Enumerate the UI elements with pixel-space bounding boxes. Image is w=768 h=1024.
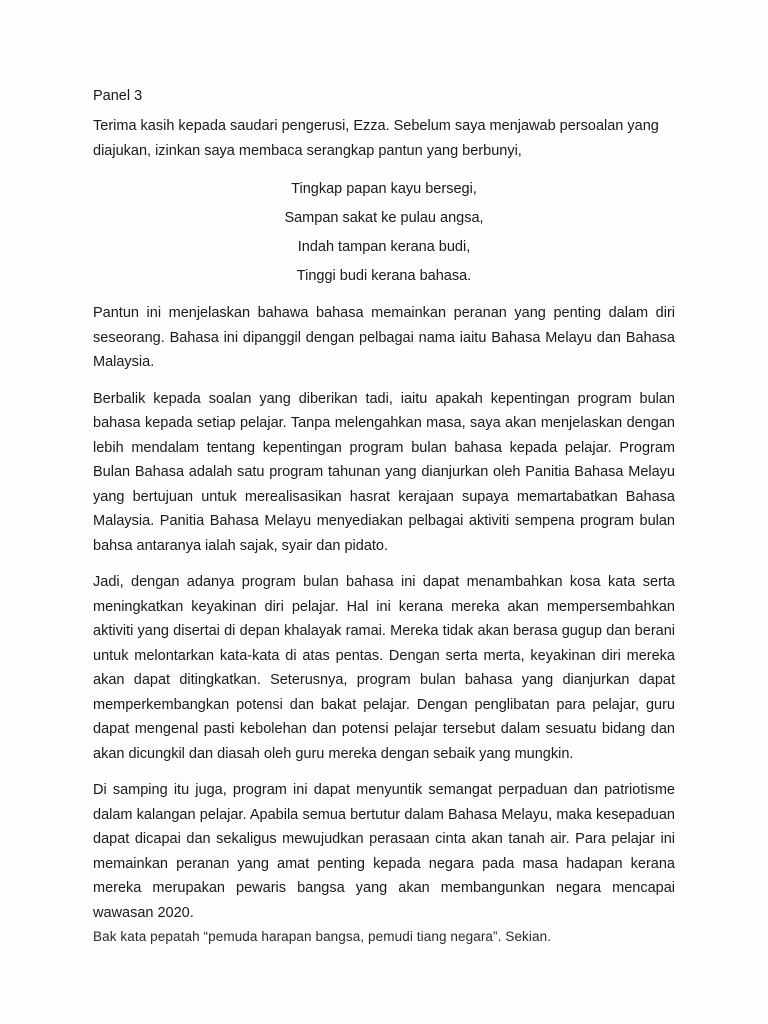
pantun-verse <box>93 175 675 291</box>
body-paragraph: Pantun ini menjelaskan bahawa bahasa memainkan peranan yang penting dalam diri seseorang. Bahasa ini dipanggil dengan pelbagai nama iaitu Bahasa Melayu dan Bahasa Malaysia. <box>93 305 675 370</box>
pantun-line: Indah tampan kerana budi, <box>297 239 471 255</box>
body-paragraph: Di samping itu juga, program ini dapat menyuntik semangat perpaduan dan patriotisme dalam kalangan pelajar. Apabila semua bertutur dalam Bahasa Melayu, maka kesepaduan dapat dicapai dan sekaligus mewujudkan perasaan cinta akan tanah air. Para pelajar ini memainkan peranan yang amat penting kepada negara pada masa hadapan kerana mereka merupakan pewaris bangsa yang akan membangunkan negara mencapai wawasan 2020. <box>93 782 675 921</box>
pantun-line: Tinggi budi kerana bahasa. <box>296 268 472 284</box>
document-heading: Panel 3 <box>93 88 143 104</box>
body-paragraph: Jadi, dengan adanya program bulan bahasa ini dapat menambahkan kosa kata serta meningkatkan keyakinan diri pelajar. Hal ini kerana mereka akan mempersembahkan aktiviti yang disertai di depan khalayak ramai. Mereka tidak akan berasa gugup dan berani untuk melontarkan kata-kata di atas pentas. Dengan serta merta, keyakinan diri mereka akan dapat ditingkatkan. Seterusnya, program bulan bahasa yang dianjurkan dapat memperkembangkan potensi dan bakat pelajar. Dengan penglibatan para pelajar, guru dapat mengenal pasti kebolehan dan potensi pelajar tersebut dalam sesuatu bidang dan akan dicungkil dan diasah oleh guru mereka dengan sebaik yang mungkin. <box>93 574 675 762</box>
closing-line: Bak kata pepatah “pemuda harapan bangsa, pemudi tiang negara”. Sekian. <box>93 929 552 944</box>
pantun-line: Tingkap papan kayu bersegi, <box>291 181 477 197</box>
intro-paragraph: Terima kasih kepada saudari pengerusi, Ezza. Sebelum saya menjawab persoalan yang diajukan, izinkan saya membaca serangkap pantun yang berbunyi, <box>93 118 659 159</box>
pantun-line: Sampan sakat ke pulau angsa, <box>284 210 484 226</box>
body-paragraph: Berbalik kepada soalan yang diberikan tadi, iaitu apakah kepentingan program bulan bahasa kepada setiap pelajar. Tanpa melengahkan masa, saya akan menjelaskan dengan lebih mendalam tentang kepentingan program bulan bahasa kepada pelajar. Program Bulan Bahasa adalah satu program tahunan yang dianjurkan oleh Panitia Bahasa Melayu yang bertujuan untuk merealisasikan hasrat kerajaan supaya memartabatkan Bahasa Malaysia. Panitia Bahasa Melayu menyediakan pelbagai aktiviti sempena program bulan bahsa antaranya ialah sajak, syair dan pidato. <box>93 390 675 554</box>
